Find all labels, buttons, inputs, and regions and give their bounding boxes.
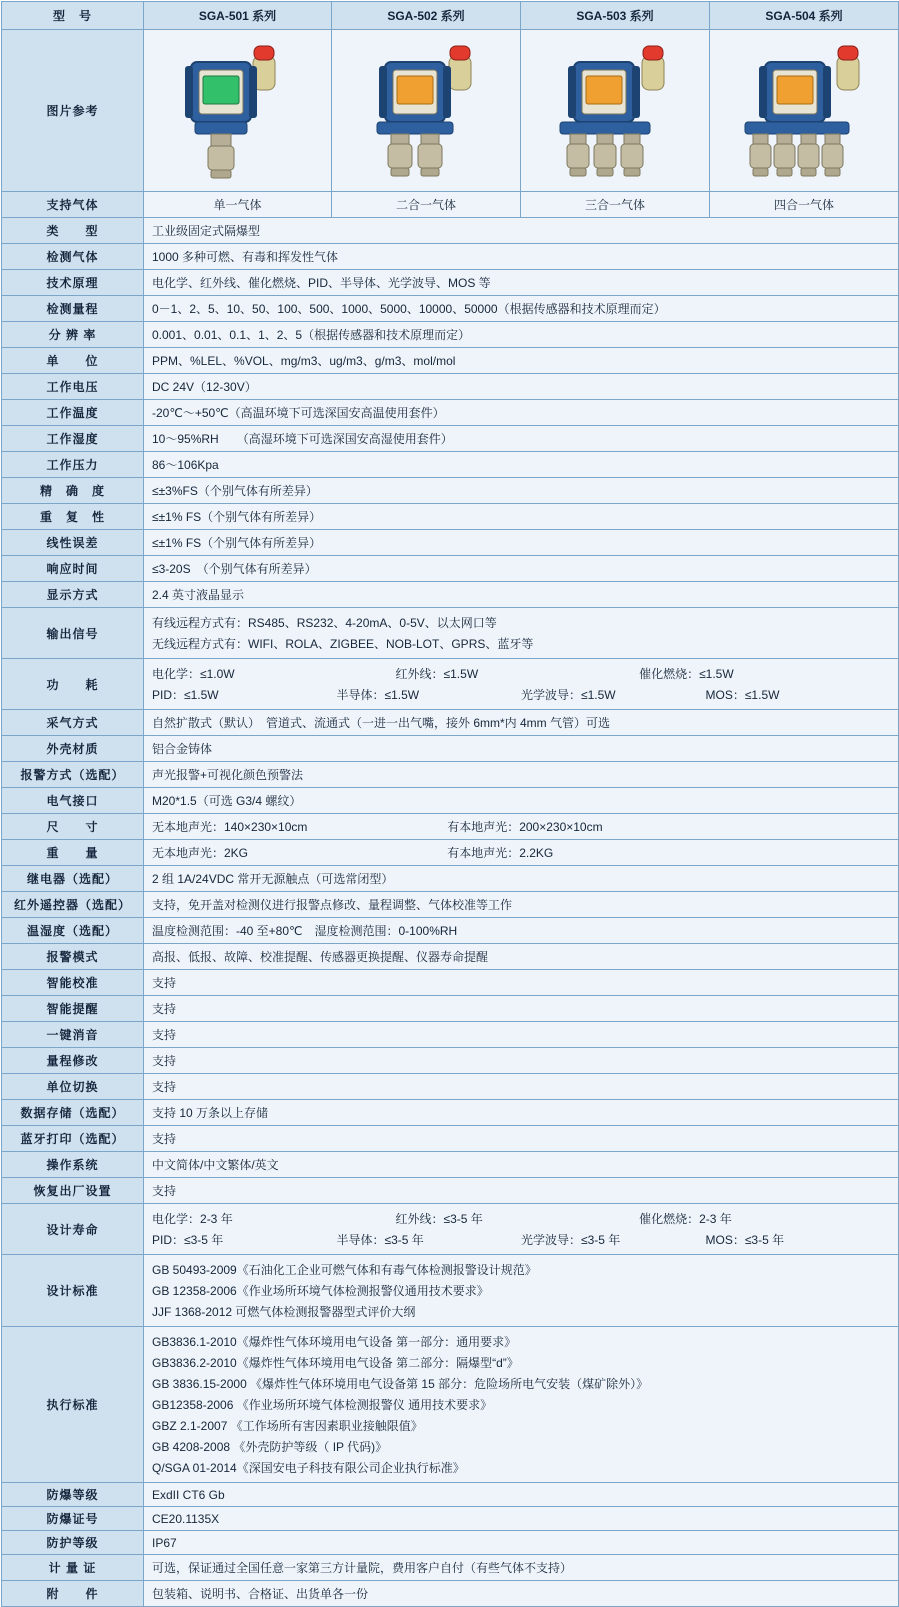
row-value: ≤±3%FS（个别气体有所差异） (144, 478, 899, 504)
row-value: 工业级固定式隔爆型 (144, 218, 899, 244)
table-row (2, 710, 899, 736)
table-row (2, 762, 899, 788)
lifespan-name-5: 光学波导： (521, 1233, 582, 1247)
row-value: 支持 (144, 996, 899, 1022)
table-row (2, 270, 899, 296)
model-name-501: SGA-501 系列 (144, 2, 332, 30)
table-row (2, 556, 899, 582)
power-name-1: 红外线： (395, 667, 444, 681)
row-label: 工作压力 (2, 452, 144, 478)
output-signal-wireless: 无线远程方式有：WIFI、ROLA、ZIGBEE、NOB-LOT、GPRS、蓝牙等 (152, 637, 534, 651)
row-value: 10～95%RH （高湿环境下可选深国安高湿使用套件） (144, 426, 899, 452)
power-val-4: ≤1.5W (384, 688, 420, 702)
row-value: 支持 10 万条以上存储 (144, 1100, 899, 1126)
row-label: 分 辨 率 (2, 322, 144, 348)
row-label: 工作温度 (2, 400, 144, 426)
lifespan-name-3: PID： (152, 1233, 185, 1247)
row-value: -20℃～+50℃（高温环境下可选深国安高温使用套件） (144, 400, 899, 426)
row-label: 防爆证号 (2, 1507, 144, 1531)
power-val-3: ≤1.5W (184, 688, 219, 702)
row-label: 红外遥控器（选配） (2, 892, 144, 918)
row-value: 支持 (144, 1178, 899, 1204)
power-name-0: 电化学： (152, 667, 201, 681)
table-row (2, 944, 899, 970)
exec-standard-line: GB3836.1-2010《爆炸性气体环境用电气设备 第一部分：通用要求》 (152, 1335, 517, 1349)
row-value: 支持 (144, 1074, 899, 1100)
row-value: 86～106Kpa (144, 452, 899, 478)
lifespan-line-2 (152, 1229, 890, 1250)
row-label-weight: 重 量 (2, 840, 144, 866)
weight-without-alarm: 无本地声光：2KG (152, 846, 249, 860)
table-row (2, 1022, 899, 1048)
row-label: 显示方式 (2, 582, 144, 608)
row-label: 报警方式（选配） (2, 762, 144, 788)
lifespan-val-3: ≤3-5 年 (184, 1233, 224, 1247)
table-row (2, 1507, 899, 1531)
table-row (2, 1178, 899, 1204)
table-row-size (2, 814, 899, 840)
exec-standard-line: GB12358-2006 《作业场所环境气体检测报警仪 通用技术要求》 (152, 1398, 493, 1412)
lifespan-val-2: 2-3 年 (699, 1212, 732, 1226)
specification-table (1, 1, 899, 1607)
table-row (2, 426, 899, 452)
row-label: 检测量程 (2, 296, 144, 322)
table-row (2, 1531, 899, 1555)
table-row (2, 892, 899, 918)
row-label: 线性误差 (2, 530, 144, 556)
row-label: 恢复出厂设置 (2, 1178, 144, 1204)
power-val-5: ≤1.5W (581, 688, 616, 702)
power-name-3: PID： (152, 688, 185, 702)
table-row (2, 244, 899, 270)
design-standard-line: GB 50493-2009《石油化工企业可燃气体和有毒气体检测报警设计规范》 (152, 1263, 537, 1277)
row-value: 支持，免开盖对检测仪进行报警点修改、量程调整、气体校准等工作 (144, 892, 899, 918)
row-value: 支持 (144, 1022, 899, 1048)
row-value: 0－1、2、5、10、50、100、500、1000、5000、10000、50000（根据传感器和技术原理而定） (144, 296, 899, 322)
lifespan-name-4: 半导体： (336, 1233, 385, 1247)
row-label: 报警模式 (2, 944, 144, 970)
row-value: 支持 (144, 1126, 899, 1152)
exec-standard-line: Q/SGA 01-2014《深国安电子科技有限公司企业执行标准》 (152, 1461, 465, 1475)
weight-line (152, 844, 890, 861)
table-row (2, 374, 899, 400)
table-row (2, 322, 899, 348)
row-label-exec-standard: 执行标准 (2, 1327, 144, 1483)
table-row-weight (2, 840, 899, 866)
table-row (2, 1555, 899, 1581)
row-value: 自然扩散式（默认） 管道式、流通式（一进一出气嘴，接外 6mm*内 4mm 气管）可选 (144, 710, 899, 736)
row-value: PPM、%LEL、%VOL、mg/m3、ug/m3、g/m3、mol/mol (144, 348, 899, 374)
row-value-size (144, 814, 899, 840)
power-name-6: MOS： (705, 688, 745, 702)
power-val-0: ≤1.0W (200, 667, 235, 681)
row-label: 一键消音 (2, 1022, 144, 1048)
row-value: ≤±1% FS（个别气体有所差异） (144, 530, 899, 556)
power-name-2: 催化燃烧： (639, 667, 700, 681)
power-name-5: 光学波导： (521, 688, 582, 702)
table-row (2, 1581, 899, 1607)
row-value: 2 组 1A/24VDC 常开无源触点（可选常闭型） (144, 866, 899, 892)
row-value: 0.001、0.01、0.1、1、2、5（根据传感器和技术原理而定） (144, 322, 899, 348)
row-label: 电气接口 (2, 788, 144, 814)
lifespan-name-1: 红外线： (395, 1212, 444, 1226)
power-val-1: ≤1.5W (443, 667, 479, 681)
row-value: ≤3-20S （个别气体有所差异） (144, 556, 899, 582)
row-label: 工作电压 (2, 374, 144, 400)
gas-detector-icon-4 (719, 34, 889, 184)
power-name-4: 半导体： (336, 688, 385, 702)
gas-detector-icon-3 (530, 34, 700, 184)
table-row-output-signal (2, 608, 899, 659)
lifespan-line-1 (152, 1208, 890, 1229)
row-label: 蓝牙打印（选配） (2, 1126, 144, 1152)
lifespan-name-2: 催化燃烧： (639, 1212, 700, 1226)
row-value: 铝合金铸体 (144, 736, 899, 762)
row-label: 响应时间 (2, 556, 144, 582)
model-name-503: SGA-503 系列 (521, 2, 710, 30)
row-value-power (144, 659, 899, 710)
gas-support-501: 单一气体 (144, 192, 332, 218)
output-signal-wired: 有线远程方式有：RS485、RS232、4-20mA、0-5V、以太网口等 (152, 616, 497, 630)
lifespan-val-0: 2-3 年 (200, 1212, 233, 1226)
row-label-output-signal: 输出信号 (2, 608, 144, 659)
row-label: 量程修改 (2, 1048, 144, 1074)
row-value: 支持 (144, 970, 899, 996)
table-row-power (2, 659, 899, 710)
row-label-image: 图片参考 (2, 30, 144, 192)
row-label: 防爆等级 (2, 1483, 144, 1507)
table-row (2, 1048, 899, 1074)
model-name-502: SGA-502 系列 (332, 2, 521, 30)
gas-support-502: 二合一气体 (332, 192, 521, 218)
table-row (2, 1100, 899, 1126)
row-label: 采气方式 (2, 710, 144, 736)
row-value: ≤±1% FS（个别气体有所差异） (144, 504, 899, 530)
weight-with-alarm: 有本地声光：2.2KG (447, 846, 554, 860)
gas-support-504: 四合一气体 (710, 192, 899, 218)
row-value: 2.4 英寸液晶显示 (144, 582, 899, 608)
table-row (2, 1074, 899, 1100)
gas-detector-icon-1 (153, 34, 323, 184)
table-row (2, 296, 899, 322)
row-label-gas-support: 支持气体 (2, 192, 144, 218)
row-label-power: 功 耗 (2, 659, 144, 710)
table-row (2, 452, 899, 478)
table-row-lifespan (2, 1204, 899, 1255)
row-label: 计 量 证 (2, 1555, 144, 1581)
row-value: CE20.1135X (144, 1507, 899, 1531)
row-value-design-standard (144, 1255, 899, 1327)
row-label: 继电器（选配） (2, 866, 144, 892)
row-value: 温度检测范围：-40 至+80℃ 湿度检测范围：0-100%RH (144, 918, 899, 944)
power-line-1 (152, 663, 890, 684)
model-name-504: SGA-504 系列 (710, 2, 899, 30)
table-row (2, 736, 899, 762)
row-label: 精 确 度 (2, 478, 144, 504)
lifespan-val-6: ≤3-5 年 (744, 1233, 785, 1247)
row-label: 重 复 性 (2, 504, 144, 530)
row-label: 检测气体 (2, 244, 144, 270)
table-row (2, 1152, 899, 1178)
row-value: DC 24V（12-30V） (144, 374, 899, 400)
row-value-exec-standard (144, 1327, 899, 1483)
power-val-2: ≤1.5W (699, 667, 734, 681)
row-value: 高报、低报、故障、校准提醒、传感器更换提醒、仪器寿命提醒 (144, 944, 899, 970)
lifespan-val-4: ≤3-5 年 (384, 1233, 424, 1247)
table-row-images (2, 30, 899, 192)
row-label-lifespan: 设计寿命 (2, 1204, 144, 1255)
lifespan-name-0: 电化学： (152, 1212, 201, 1226)
row-label: 数据存储（选配） (2, 1100, 144, 1126)
power-line-2 (152, 684, 890, 705)
row-label: 类 型 (2, 218, 144, 244)
row-label: 温湿度（选配） (2, 918, 144, 944)
row-label: 智能校准 (2, 970, 144, 996)
design-standard-line: JJF 1368-2012 可燃气体检测报警器型式评价大纲 (152, 1305, 416, 1319)
row-value: ExdII CT6 Gb (144, 1483, 899, 1507)
row-value: IP67 (144, 1531, 899, 1555)
row-label: 操作系统 (2, 1152, 144, 1178)
size-with-alarm: 有本地声光：200×230×10cm (447, 820, 603, 834)
table-row (2, 478, 899, 504)
device-image-503 (521, 30, 710, 192)
row-label: 防护等级 (2, 1531, 144, 1555)
lifespan-val-5: ≤3-5 年 (581, 1233, 621, 1247)
table-row-design-standard (2, 1255, 899, 1327)
table-row (2, 918, 899, 944)
row-value: 可选，保证通过全国任意一家第三方计量院，费用客户自付（有些气体不支持） (144, 1555, 899, 1581)
table-row-gas-support (2, 192, 899, 218)
row-value: 声光报警+可视化颜色预警法 (144, 762, 899, 788)
gas-support-503: 三合一气体 (521, 192, 710, 218)
exec-standard-line: GB3836.2-2010《爆炸性气体环境用电气设备 第二部分：隔爆型“d”》 (152, 1356, 519, 1370)
table-row (2, 504, 899, 530)
exec-standard-line: GB 3836.15-2000 《爆炸性气体环境用电气设备第 15 部分：危险场所电气安装（煤矿除外）》 (152, 1377, 649, 1391)
table-row (2, 970, 899, 996)
row-value-lifespan (144, 1204, 899, 1255)
table-row (2, 582, 899, 608)
size-without-alarm: 无本地声光：140×230×10cm (152, 820, 308, 834)
table-row (2, 400, 899, 426)
row-label: 附 件 (2, 1581, 144, 1607)
table-row (2, 530, 899, 556)
row-value: 包装箱、说明书、合格证、出货单各一份 (144, 1581, 899, 1607)
device-image-504 (710, 30, 899, 192)
row-label-design-standard: 设计标准 (2, 1255, 144, 1327)
row-label: 技术原理 (2, 270, 144, 296)
gas-detector-icon-2 (341, 34, 511, 184)
row-label: 单位切换 (2, 1074, 144, 1100)
row-value: 支持 (144, 1048, 899, 1074)
row-value: 1000 多种可燃、有毒和挥发性气体 (144, 244, 899, 270)
table-row (2, 1483, 899, 1507)
size-line (152, 818, 890, 835)
row-label: 外壳材质 (2, 736, 144, 762)
table-row-exec-standard (2, 1327, 899, 1483)
row-label: 单 位 (2, 348, 144, 374)
exec-standard-line: GBZ 2.1-2007 《工作场所有害因素职业接触限值》 (152, 1419, 423, 1433)
row-label: 工作湿度 (2, 426, 144, 452)
row-value-weight (144, 840, 899, 866)
design-standard-line: GB 12358-2006《作业场所环境气体检测报警仪通用技术要求》 (152, 1284, 489, 1298)
power-val-6: ≤1.5W (744, 688, 780, 702)
row-label-size: 尺 寸 (2, 814, 144, 840)
row-value: 中文简体/中文繁体/英文 (144, 1152, 899, 1178)
exec-standard-line: GB 4208-2008 《外壳防护等级（ IP 代码)》 (152, 1440, 388, 1454)
row-value-output-signal (144, 608, 899, 659)
device-image-502 (332, 30, 521, 192)
row-value: 电化学、红外线、催化燃烧、PID、半导体、光学波导、MOS 等 (144, 270, 899, 296)
lifespan-name-6: MOS： (705, 1233, 745, 1247)
table-row (2, 218, 899, 244)
table-row (2, 996, 899, 1022)
lifespan-val-1: ≤3-5 年 (443, 1212, 483, 1226)
row-value: M20*1.5（可选 G3/4 螺纹） (144, 788, 899, 814)
table-row (2, 348, 899, 374)
table-row (2, 788, 899, 814)
device-image-501 (144, 30, 332, 192)
table-row (2, 866, 899, 892)
table-row (2, 1126, 899, 1152)
spec-sheet (0, 1, 899, 1601)
row-label: 智能提醒 (2, 996, 144, 1022)
table-row-model (2, 2, 899, 30)
row-label-model: 型 号 (2, 2, 144, 30)
